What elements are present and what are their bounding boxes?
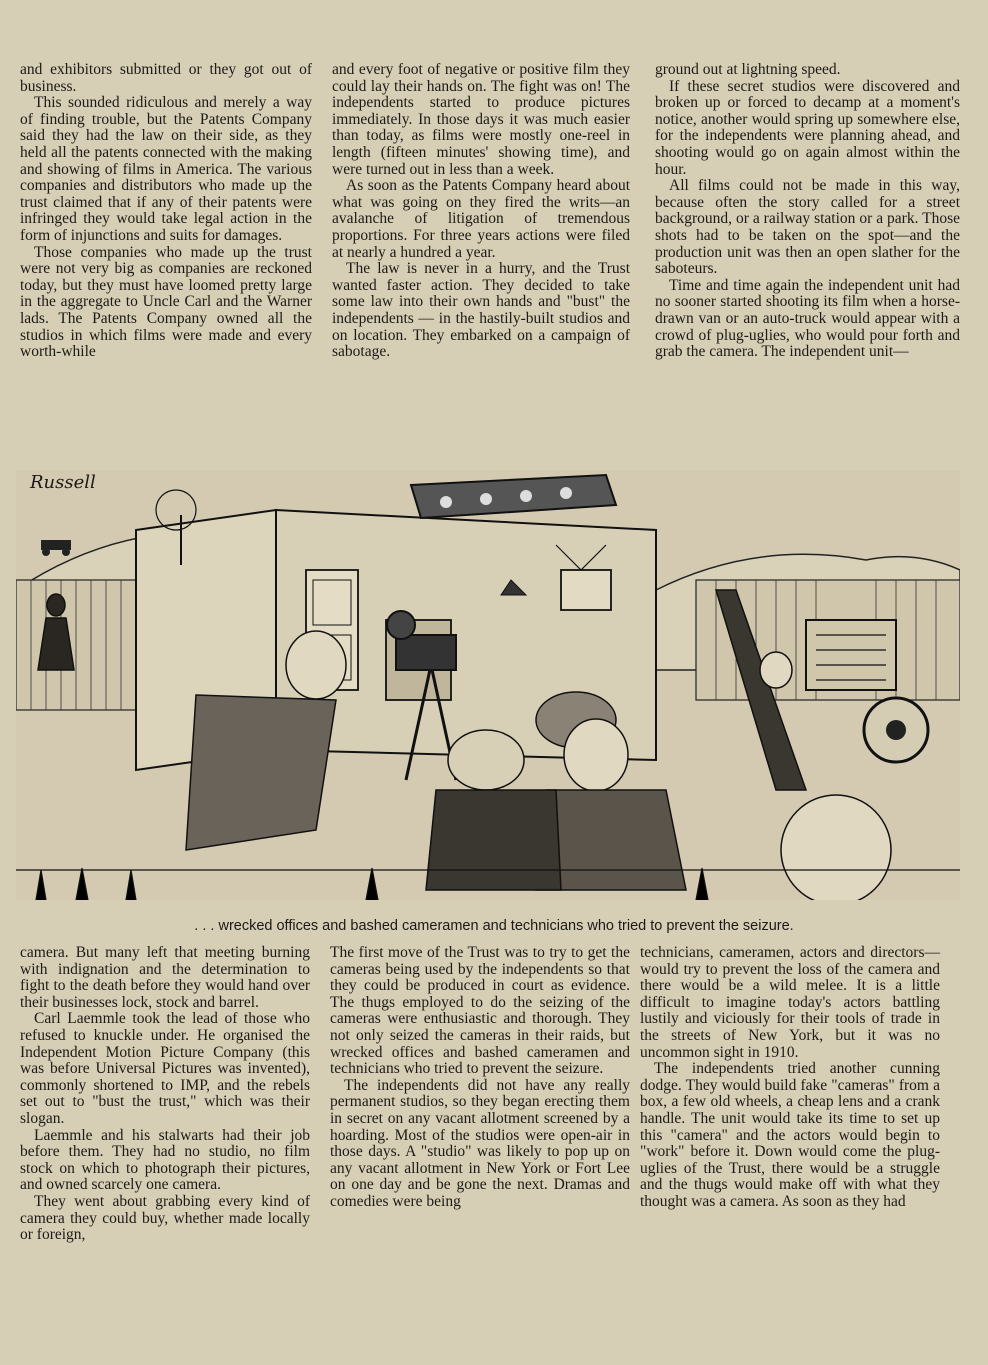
artist-signature: Russell (30, 472, 96, 493)
paragraph: and exhibitors submitted or they got out of business. (20, 61, 312, 95)
paragraph: As soon as the Patents Company heard about what was going on they fired the writs—an avalanche of litigation of tremendous proportions. For three years actions were filed at nearly a hundred a year. (332, 177, 630, 261)
paragraph: Time and time again the independent unit had no sooner started shooting its film when a horse-drawn van or an auto-truck would appear with a crowd of plug-uglies, who would pour forth and grab the camera. The independent unit— (655, 276, 960, 361)
paragraph: The independents did not have any really permanent studios, so they began erecting them in secret on any vacant allotment screened by a hoarding. Most of the studios were open-air in those days. A "studio" was likely to pop up on any vacant allotment in New York or Fort Lee on one day and be gone the next. Dramas and comedies were being (330, 1076, 630, 1210)
paragraph: The first move of the Trust was to try to get the cameras being used by the independents so that they could be produced in court as evidence. The thugs employed to do the seizing of the cameras were enthusiastic and thorough. They not only seized the cameras in their raids, but wrecked offices and bashed cameramen and technicians who tried to prevent the seizure. (330, 944, 630, 1078)
paragraph: Those companies who made up the trust were not very big as companies are reckoned today, but they must have loomed pretty large in the aggregate to Uncle Carl and the Warner lads. The Patents Company owned all the studios in which films were made and every worth-while (20, 243, 312, 361)
paragraph: This sounded ridiculous and merely a way of finding trouble, but the Patents Company said they had the law on their side, as they held all the patents connected with the making and showing of films in America. The various companies and distributors who made up the trust claimed that if any of their patents were infringed they would take legal action in the form of injunctions and suits for damages. (20, 94, 312, 244)
paragraph: Laemmle and his stalwarts had their job before them. They had no studio, no film stock on which to photograph their pictures, and owned scarcely one camera. (20, 1126, 310, 1194)
paragraph: They went about grabbing every kind of camera they could buy, whether made locally or foreign, (20, 1192, 310, 1244)
text-column-top-2 (332, 62, 630, 361)
paragraph: The independents tried another cunning dodge. They would build fake "cameras" from a box, a few old wheels, a cheap lens and a crank handle. The unit would take its time to set up this "camera" and the actors would begin to "work" before it. Down would come the plug-uglies of the Trust, there would be a struggle and the thugs would make off with what they thought was a camera. As soon as they had (640, 1060, 940, 1210)
text-column-bottom-1 (20, 945, 310, 1244)
paragraph: Carl Laemmle took the lead of those who refused to knuckle under. He organised the Independent Motion Picture Company (this was before Universal Pictures was invented), commonly shortened to IMP, and the rebels set out to "bust the trust," which was their slogan. (20, 1010, 310, 1127)
paragraph: technicians, cameramen, actors and directors—would try to prevent the loss of the camera and there would be a wild melee. It is a little difficult to imagine today's actors battling lustily and viciously for their tools of trade in the streets of New York, but it was no uncommon sight in 1910. (640, 944, 940, 1061)
text-column-bottom-2 (330, 945, 630, 1211)
paragraph: If these secret studios were discovered and broken up or forced to decamp at a moment's notice, another would spring up somewhere else, for the independents were planning ahead, and shooting would go on again almost within the hour. (655, 77, 960, 178)
paragraph: The law is never in a hurry, and the Trust wanted faster action. They decided to take some law into their own hands and "bust" the independents — in the hastily-built studios and on location. They embarked on a campaign of sabotage. (332, 260, 630, 361)
paragraph: and every foot of negative or positive film they could lay their hands on. The fight was on! The independents started to produce pictures immediately. In those days it was much easier than today, as films were mostly one-reel in length (fifteen minutes' showing time), and were turned out in less than a week. (332, 61, 630, 178)
fight-scene-drawing (16, 470, 960, 900)
illustration-caption: . . . wrecked offices and bashed cameramen and technicians who tried to prevent the seizure. (194, 918, 794, 934)
text-column-top-3 (655, 62, 960, 361)
paragraph: All films could not be made in this way, because often the story called for a street background, or a railway station or a park. Those shots had to be taken on the spot—and the production unit was then an open slather for the saboteurs. (655, 177, 960, 278)
paragraph: camera. But many left that meeting burning with indignation and the determination to fight to the death before they would hand over their businesses lock, stock and barrel. (20, 944, 310, 1011)
text-column-bottom-3 (640, 945, 940, 1211)
text-column-top-1 (20, 62, 312, 361)
illustration (16, 470, 960, 900)
paragraph: ground out at lightning speed. (655, 61, 841, 78)
